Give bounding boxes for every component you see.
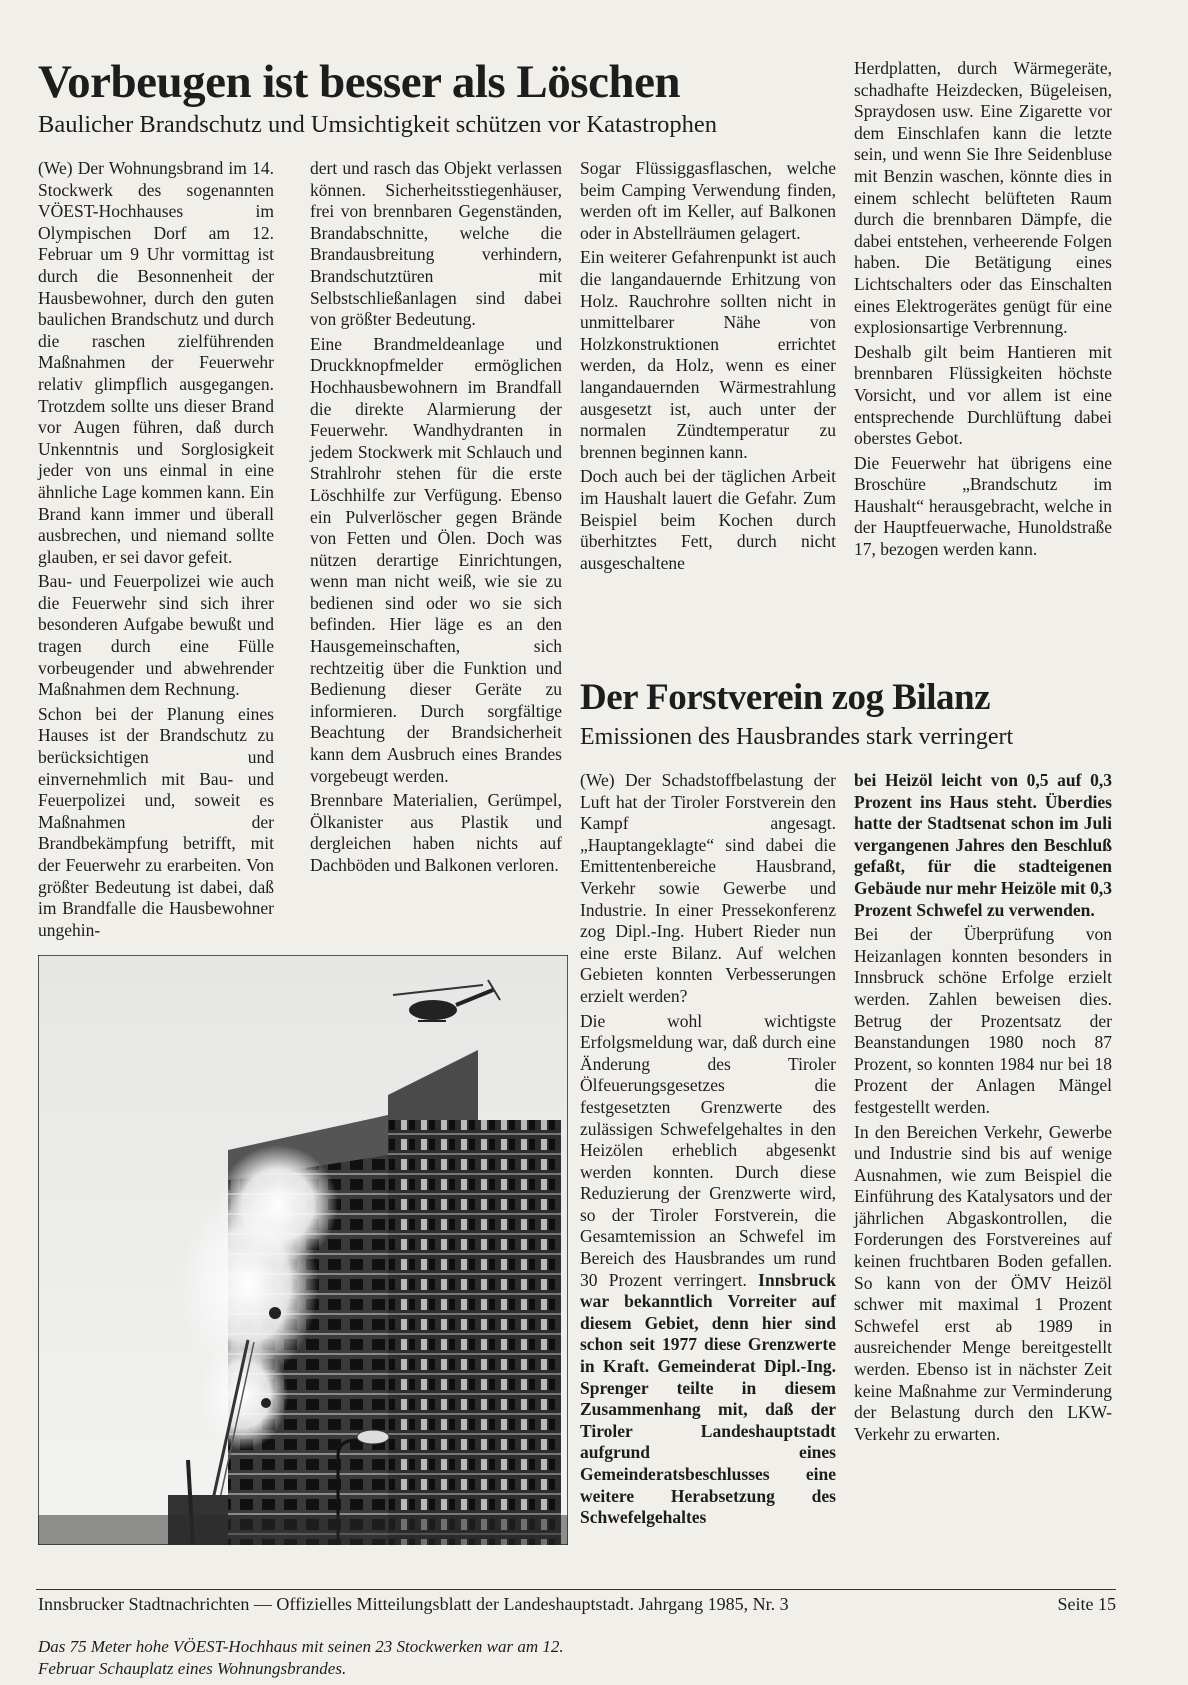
paragraph-bold-text: Innsbruck war bekanntlich Vorreiter auf diesem Gebiet, denn hier sind schon seit 1977 diese Grenzwerte in Kraft. Gemeinderat Dipl.-Ing. Sprenger teilte in diesem Zusammenhang mit, daß der Tiroler Landeshauptstadt aufgrund eines Gemeinderatsbeschlusses eine weitere Herabsetzung des Schwefelgehaltes: [580, 1269, 836, 1528]
paragraph: Die Feuerwehr hat übrigens eine Broschüre „Brandschutz im Haushalt“ herausgebracht, welche in der Hauptfeuerwache, Hunoldstraße 17, bezogen werden kann.: [854, 452, 1112, 560]
footer-publication: Innsbrucker Stadtnachrichten — Offizielles Mitteilungsblatt der Landeshauptstadt. Jahrgang 1985, Nr. 3: [38, 1594, 789, 1614]
footer-divider: [36, 1589, 1116, 1590]
photo-illustration: [38, 955, 568, 1545]
paragraph-text: Die wohl wichtigste Erfolgsmeldung war, daß durch eine Änderung des Tiroler Ölfeuerungsgesetzes die festgesetzten Grenzwerte des zulässigen Schwefelgehaltes in den Heizölen erheblich abgesenkt werden konnten. Durch diese Reduzierung der Grenzwerte wird, so der Tiroler Forstverein, die Gesamtemission an Schwefel im Bereich des Hausbrandes um rund 30 Prozent verringert.: [580, 1010, 836, 1290]
paragraph: Bei der Überprüfung von Heizanlagen konnten besonders in Innsbruck schöne Erfolge erzielt werden. Zahlen beweisen dies. Betrug der Prozentsatz der Beanstandungen 1980 noch 87 Prozent, so konnten 1984 nur bei 18 Prozent der Anlagen Mängel festgestellt werden.: [854, 924, 1112, 1117]
paragraph: Schon bei der Planung eines Hauses ist der Brandschutz zu berücksichtigen und einvernehmlich mit Bau- und Feuerpolizei und, soweit es Maßnahmen der Brandbekämpfung betrifft, mit der Feuerwehr zu erarbeiten. Von größter Bedeutung ist dabei, daß im Brandfalle die Hausbewohner ungehin-: [38, 703, 274, 940]
paragraph: Doch auch bei der täglichen Arbeit im Haushalt lauert die Gefahr. Zum Beispiel beim Kochen durch überhitztes Fett, durch nicht ausgeschaltene: [580, 466, 836, 573]
page-number: Seite 15: [1057, 1594, 1116, 1614]
paragraph: Sogar Flüssiggasflaschen, welche beim Camping Verwendung finden, werden oft im Keller, auf Balkonen oder in Abstellräumen gelagert.: [580, 158, 836, 243]
article-column-2: [310, 158, 562, 880]
article-title: Vorbeugen ist besser als Löschen: [38, 56, 681, 108]
paragraph: Brennbare Materialien, Gerümpel, Ölkanister aus Plastik und dergleichen haben nichts auf Dachböden und Balkonen verloren.: [310, 790, 562, 875]
paragraph: Herdplatten, durch Wärmegeräte, schadhafte Heizdecken, Bügeleisen, Spraydosen usw. Eine Zigarette vor dem Einschlafen kann die letzte sein, und wenn Sie Ihre Seidenbluse mit Benzin waschen, könnte dies in einem schlecht belüfteten Raum durch die brennbaren Dämpfe, die dabei entstehen, verheerende Folgen haben. Die Betätigung eines Lichtschalters oder das Einschalten eines Elektrogerätes genügt für eine explosionsartige Verbrennung.: [854, 58, 1112, 338]
article2-column-2: [854, 770, 1112, 1448]
paragraph: [854, 770, 1112, 921]
paragraph: dert und rasch das Objekt verlassen können. Sicherheitsstiegenhäuser, frei von brennbaren Gegenständen, Brandabschnitte, welche die Brandausbreitung verhindern, Brandschutztüren mit Selbstschließanlagen sind dabei von größter Bedeutung.: [310, 158, 562, 330]
article-title-2: Der Forstverein zog Bilanz: [580, 677, 991, 718]
paragraph: (We) Der Schadstoffbelastung der Luft hat der Tiroler Forstverein den Kampf angesagt. „Hauptangeklagte“ sind dabei die Emittentenbereiche Hausbrand, Verkehr sowie Gewerbe und Industrie. In einer Pressekonferenz zog Dipl.-Ing. Hubert Rieder nun eine erste Bilanz. Auf welchen Gebieten konnten Verbesserungen erzielt werden?: [580, 770, 836, 1006]
paragraph: Deshalb gilt beim Hantieren mit brennbaren Flüssigkeiten höchste Vorsicht, und vor allem ist eine entsprechende Durchlüftung dabei oberstes Gebot.: [854, 341, 1112, 449]
photo-caption: Das 75 Meter hohe VÖEST-Hochhaus mit seinen 23 Stockwerken war am 12. Februar Schauplatz eines Wohnungsbrandes.: [38, 1637, 564, 1678]
paragraph: [580, 1011, 836, 1529]
article-column-3: [580, 158, 836, 577]
article-column-1: [38, 158, 274, 944]
paragraph: (We) Der Wohnungsbrand im 14. Stockwerk des sogenannten VÖEST-Hochhauses im Olympischen Dorf am 12. Februar um 9 Uhr vormittag ist durch die Besonnenheit der Hausbewohner, durch den guten baulichen Brandschutz und durch die raschen zielführenden Maßnahmen der Feuerwehr relativ glimpflich ausgegangen. Trotzdem sollte uns dieser Brand vor Augen führen, daß durch Unkenntnis und Sorglosigkeit jeder von uns einmal in eine ähnliche Lage kommen kann. Ein Brand kann immer und überall ausbrechen, und niemand sollte glauben, er sei davor gefeit.: [38, 158, 274, 567]
paragraph-bold-text: bei Heizöl leicht von 0,5 auf 0,3 Prozent ins Haus steht. Überdies hatte der Stadtsenat schon im Juli vergangenen Jahres den Beschluß gefaßt, für die stadteigenen Gebäude nur mehr Heizöle mit 0,3 Prozent Schwefel zu verwenden.: [854, 770, 1112, 920]
paragraph: Eine Brandmeldeanlage und Druckknopfmelder ermöglichen Hochhausbewohnern im Brandfall die direkte Alarmierung der Feuerwehr. Wandhydranten in jedem Stockwerk mit Schlauch und Strahlrohr stehen für die erste Löschhilfe zur Verfügung. Ebenso ein Pulverlöscher gegen Brände von Fetten und Ölen. Doch was nützen derartige Einrichtungen, wenn man nicht weiß, wie sie zu bedienen sind oder wo sie sich befinden. Hier läge es an den Hausgemeinschaften, sich rechtzeitig über die Funktion und Bedienung dieser Geräte zu informieren. Durch sorgfältige Beachtung der Brandsicherheit kann dem Ausbruch eines Brandes vorgebeugt werden.: [310, 333, 562, 786]
article-column-4: [854, 58, 1112, 564]
article-subtitle-2: Emissionen des Hausbrandes stark verringert: [580, 724, 1014, 750]
paragraph: Bau- und Feuerpolizei wie auch die Feuerwehr sind sich ihrer besonderen Aufgabe bewußt und tragen durch eine Fülle vorbeugender und abwehrender Maßnahmen dem Rechnung.: [38, 571, 274, 700]
paragraph: In den Bereichen Verkehr, Gewerbe und Industrie sind bis auf wenige Ausnahmen, wie zum Beispiel die Einführung des Katalysators und der jährlichen Abgaskontrollen, die Forderungen des Forstvereines auf keinen fruchtbaren Boden gefallen. So kann von der ÖMV Heizöl schwer mit maximal 1 Prozent Schwefel erst ab 1989 in ausreichender Menge bereitgestellt werden. Ebenso ist in nächster Zeit keine Maßnahme zur Verminderung der Belastung durch den LKW-Verkehr zu erwarten.: [854, 1121, 1112, 1444]
paragraph: Ein weiterer Gefahrenpunkt ist auch die langandauernde Erhitzung von Holz. Rauchrohre sollten nicht in unmittelbarer Nähe von Holzkonstruktionen errichtet werden, da Holz, wenn es einer langandauernden Wärmestrahlung ausgesetzt ist, auch unter der normalen Zündtemperatur zu brennen beginnen kann.: [580, 247, 836, 462]
article2-column-1: [580, 770, 836, 1532]
article-subtitle: Baulicher Brandschutz und Umsichtigkeit schützen vor Katastrophen: [38, 111, 718, 138]
highrise-fire-photo: [38, 955, 568, 1545]
